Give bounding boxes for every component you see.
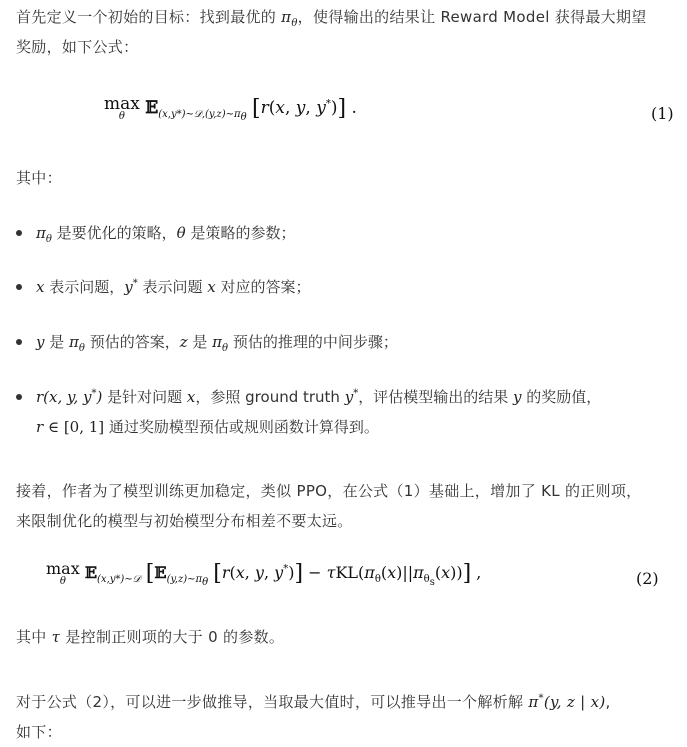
equation-1-number: (1)	[651, 104, 674, 123]
bullet-icon	[16, 339, 22, 345]
list-item: y 是 $\pi_\theta$ 预估的答案，z 是 $\pi_\theta$ 预估的推理的中间步骤；	[16, 327, 676, 357]
math-pi-theta: $\pi_\theta$	[281, 8, 298, 29]
equation-2-number: (2)	[636, 569, 659, 588]
equation-1: max θ 𝔼$_{(x,y*)\sim 𝒟,(y,z)\sim\pi_\theta}$ [r(x, y, y*)] .	[104, 94, 357, 123]
equation-2-row	[0, 561, 687, 601]
intro-text-1: 首先定义一个初始的目标：找到最优的	[16, 8, 282, 26]
bullet-icon	[16, 230, 22, 236]
paragraph-derivation: 对于公式（2），可以进一步做推导，当取最大值时，可以推导出一个解析解 π*(y, z | x), 如下：	[16, 693, 611, 741]
equation-1-row	[0, 96, 687, 136]
bullet-icon	[16, 284, 22, 290]
intro-paragraph	[16, 2, 676, 62]
intro-text-2: ，使得输出的结果让 Reward Model 获得最大期望	[297, 8, 647, 26]
where-label: 其中：	[16, 169, 62, 187]
max-operator: max θ	[104, 94, 140, 122]
list-item: $\pi_\theta$ 是要优化的策略，θ 是策略的参数；	[16, 218, 676, 248]
intro-text-3: 奖励，如下公式：	[16, 38, 139, 56]
max-operator: max θ	[46, 559, 80, 587]
list-item: x 表示问题，y* 表示问题 x 对应的答案；	[16, 272, 676, 302]
bullet-icon	[16, 394, 22, 400]
equation-2: max θ 𝔼$_{(x,y*)\sim 𝒟}$ [𝔼$_{(y,z)\sim\pi_\theta}$ [r(x, y, $y^*)] - \tau KL(\pi_\theta(x)||\pi_{\theta_s}(x))$] ,	[46, 559, 482, 589]
paragraph-kl: 接着，作者为了模型训练更加稳定，类似 PPO，在公式（1）基础上，增加了 KL 的正则项， 来限制优化的模型与初始模型分布相差不要太远。	[16, 482, 642, 530]
paragraph-tau: 其中 τ 是控制正则项的大于 0 的参数。	[16, 628, 285, 646]
list-item: r(x, y, y*) 是针对问题 x，参照 ground truth y*，评估模型输出的结果 y 的奖励值， r ∈ [0, 1] 通过奖励模型预估或规则函数计算得到。	[16, 382, 676, 442]
